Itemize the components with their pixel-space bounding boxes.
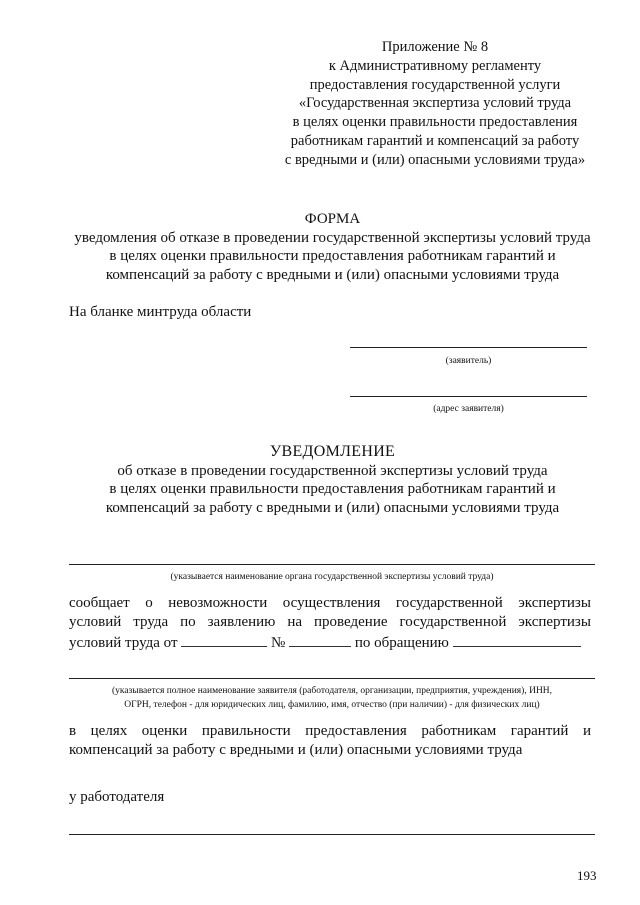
employer-field-line[interactable] — [69, 834, 595, 835]
notice-title — [40, 443, 625, 517]
appendix-line: предоставления государственной услуги — [309, 76, 561, 93]
word: проведение — [314, 614, 388, 630]
applicant-full-caption-1: (указывается полное наименование заявителя (работодателя, организации, предприятия, учреждения), ИНН, — [111, 686, 553, 696]
appeal-field[interactable] — [453, 632, 581, 647]
number-field[interactable] — [289, 632, 351, 647]
address-field-line[interactable] — [350, 396, 587, 397]
word: осуществления — [282, 595, 381, 611]
form-title-line: уведомления об отказе в проведении государственной экспертизы условий труда — [74, 229, 591, 246]
word: невозможности — [168, 595, 268, 611]
body2-line-2: компенсаций за работу с вредными и (или) опасными условиями труда — [69, 742, 523, 758]
word: условий — [69, 614, 122, 630]
applicant-field-line[interactable] — [350, 347, 587, 348]
word: экспертизы — [518, 614, 591, 630]
word: в — [69, 723, 77, 739]
appendix-line: работникам гарантий и компенсаций за работу — [290, 132, 580, 149]
page-number: 193 — [577, 868, 597, 883]
word: оценки — [141, 723, 188, 739]
word: и — [582, 723, 591, 739]
form-title — [40, 210, 625, 284]
applicant-full-field-line[interactable] — [69, 678, 595, 679]
word: правильности — [201, 723, 291, 739]
word: заявлению — [207, 614, 276, 630]
word: государственной — [399, 614, 507, 630]
date-field[interactable] — [181, 632, 267, 647]
employer-label: у работодателя — [69, 789, 165, 805]
form-title-line: компенсаций за работу с вредными и (или) опасными условиями труда — [105, 266, 560, 283]
word: целях — [90, 723, 128, 739]
form-title-line: в целях оценки правильности предоставления работникам гарантий и — [109, 248, 556, 264]
notice-title-line: в целях оценки правильности предоставления работникам гарантий и — [109, 481, 556, 497]
appendix-line: Приложение № 8 — [381, 39, 489, 55]
word: гарантий — [510, 723, 569, 739]
word: сообщает — [69, 595, 130, 611]
authority-caption: (указывается наименование органа государственной экспертизы условий труда) — [170, 572, 494, 582]
word: о — [145, 595, 153, 611]
address-caption: (адрес заявителя) — [433, 404, 504, 414]
word: работникам — [421, 723, 497, 739]
date-label: условий труда от — [69, 635, 178, 651]
word: экспертизы — [518, 595, 591, 611]
body2-line-1 — [69, 722, 591, 741]
notice-title-line: об отказе в проведении государственной экспертизы условий труда — [117, 462, 548, 479]
applicant-caption: (заявитель) — [445, 356, 492, 366]
notice-title-line: компенсаций за работу с вредными и (или) опасными условиями труда — [105, 499, 560, 516]
word: труда — [133, 614, 169, 630]
appendix-line: с вредными и (или) опасными условиями труда» — [284, 151, 586, 168]
authority-field-line[interactable] — [69, 564, 595, 565]
word: государственной — [395, 595, 503, 611]
word: предоставления — [305, 723, 407, 739]
body-line-1 — [69, 594, 591, 613]
word: на — [287, 614, 303, 630]
applicant-full-caption-2: ОГРН, телефон - для юридических лиц, фамилию, имя, отчество (при наличии) - для физических лиц) — [124, 700, 540, 710]
body-line-2 — [69, 613, 591, 632]
body-line-3 — [69, 632, 581, 653]
number-sign: № — [271, 635, 286, 651]
appendix-line: к Административному регламенту — [328, 57, 542, 74]
appendix-line: в целях оценки правильности предоставления — [292, 114, 578, 131]
word: по — [180, 614, 196, 630]
appendix-header — [270, 38, 600, 170]
form-heading: ФОРМА — [304, 211, 361, 227]
appendix-line: «Государственная экспертиза условий труда — [298, 95, 572, 112]
letterhead-note: На бланке минтруда области — [69, 304, 252, 320]
notice-heading: УВЕДОМЛЕНИЕ — [269, 443, 396, 460]
appeal-label: по обращению — [354, 635, 449, 651]
